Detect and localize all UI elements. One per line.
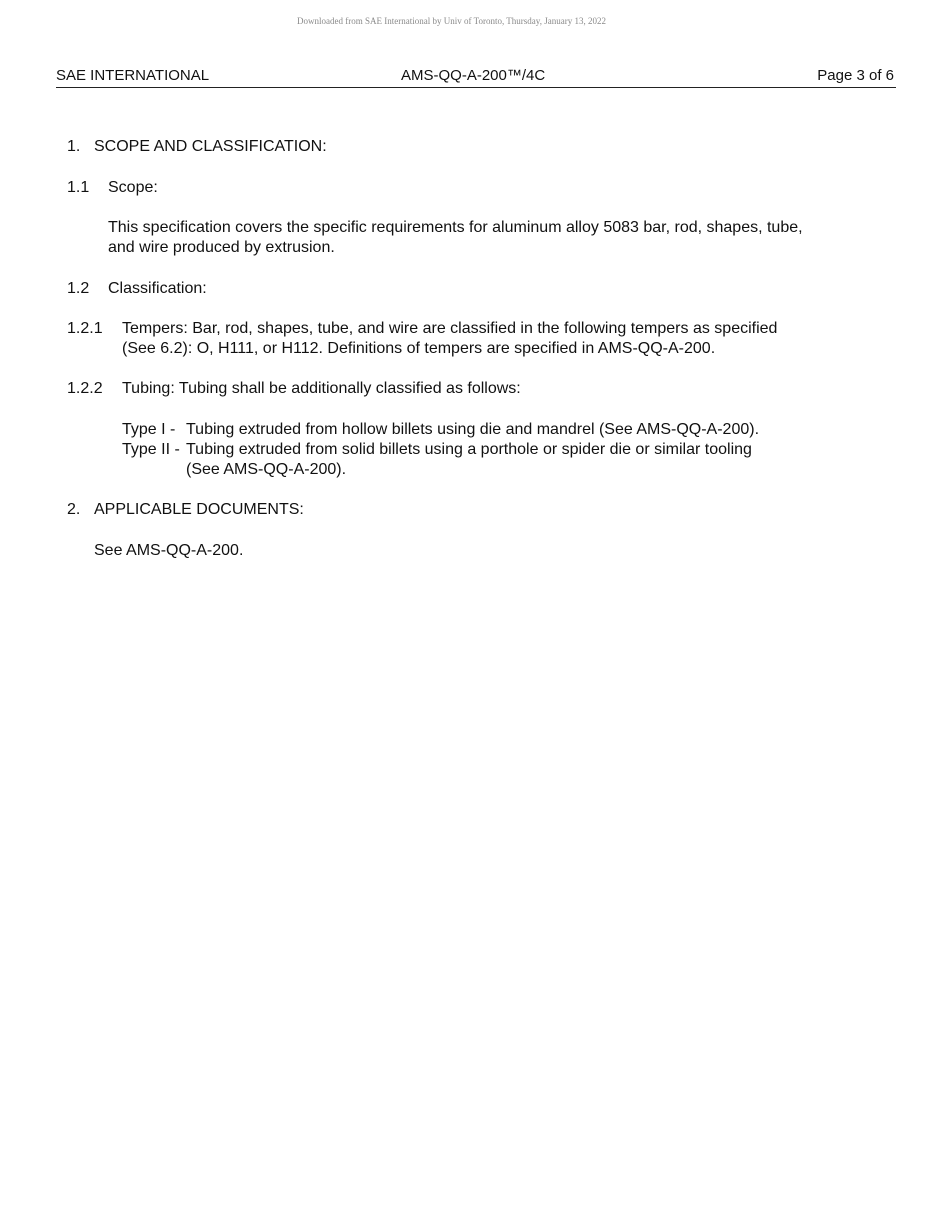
section-2-heading: APPLICABLE DOCUMENTS:	[94, 501, 304, 518]
tubing-type-1-label: Type I -	[122, 421, 176, 438]
download-watermark: Downloaded from SAE International by Univ of Toronto, Thursday, January 13, 2022	[297, 16, 606, 26]
section-1-1-number: 1.1	[67, 179, 90, 196]
header-organization: SAE INTERNATIONAL	[56, 67, 210, 84]
tubing-type-1-description: Tubing extruded from hollow billets using die and mandrel (See AMS-QQ-A-200).	[186, 421, 760, 438]
section-1-2-heading: Classification:	[108, 280, 207, 297]
section-1-1-heading: Scope:	[108, 179, 158, 196]
section-2-number: 2.	[67, 501, 81, 518]
section-1-2-1-number: 1.2.1	[67, 320, 103, 337]
section-1-2-2-line-1: Tubing: Tubing shall be additionally classified as follows:	[122, 380, 521, 397]
section-1-heading: SCOPE AND CLASSIFICATION:	[94, 138, 327, 155]
header-page-number: Page 3 of 6	[817, 67, 894, 84]
section-1-1-body-line-2: and wire produced by extrusion.	[108, 239, 335, 256]
section-1-1-body-line-1: This specification covers the specific requirements for aluminum alloy 5083 bar, rod, shapes, tube,	[108, 219, 803, 236]
tubing-type-2-description-line-2: (See AMS-QQ-A-200).	[186, 461, 347, 478]
tubing-type-2-description-line-1: Tubing extruded from solid billets using a porthole or spider die or similar tooling	[186, 441, 752, 458]
section-1-2-1-line-2: (See 6.2): O, H111, or H112. Definitions of tempers are specified in AMS-QQ-A-200.	[122, 340, 716, 357]
section-1-2-2-number: 1.2.2	[67, 380, 103, 397]
header-document-id: AMS-QQ-A-200™/4C	[401, 67, 546, 84]
section-1-2-number: 1.2	[67, 280, 90, 297]
tubing-type-2-label: Type II -	[122, 441, 180, 458]
section-1-number: 1.	[67, 138, 81, 155]
section-2-body: See AMS-QQ-A-200.	[94, 542, 244, 559]
page-header	[56, 67, 896, 88]
section-1-2-1-line-1: Tempers: Bar, rod, shapes, tube, and wire are classified in the following tempers as specified	[122, 320, 778, 337]
